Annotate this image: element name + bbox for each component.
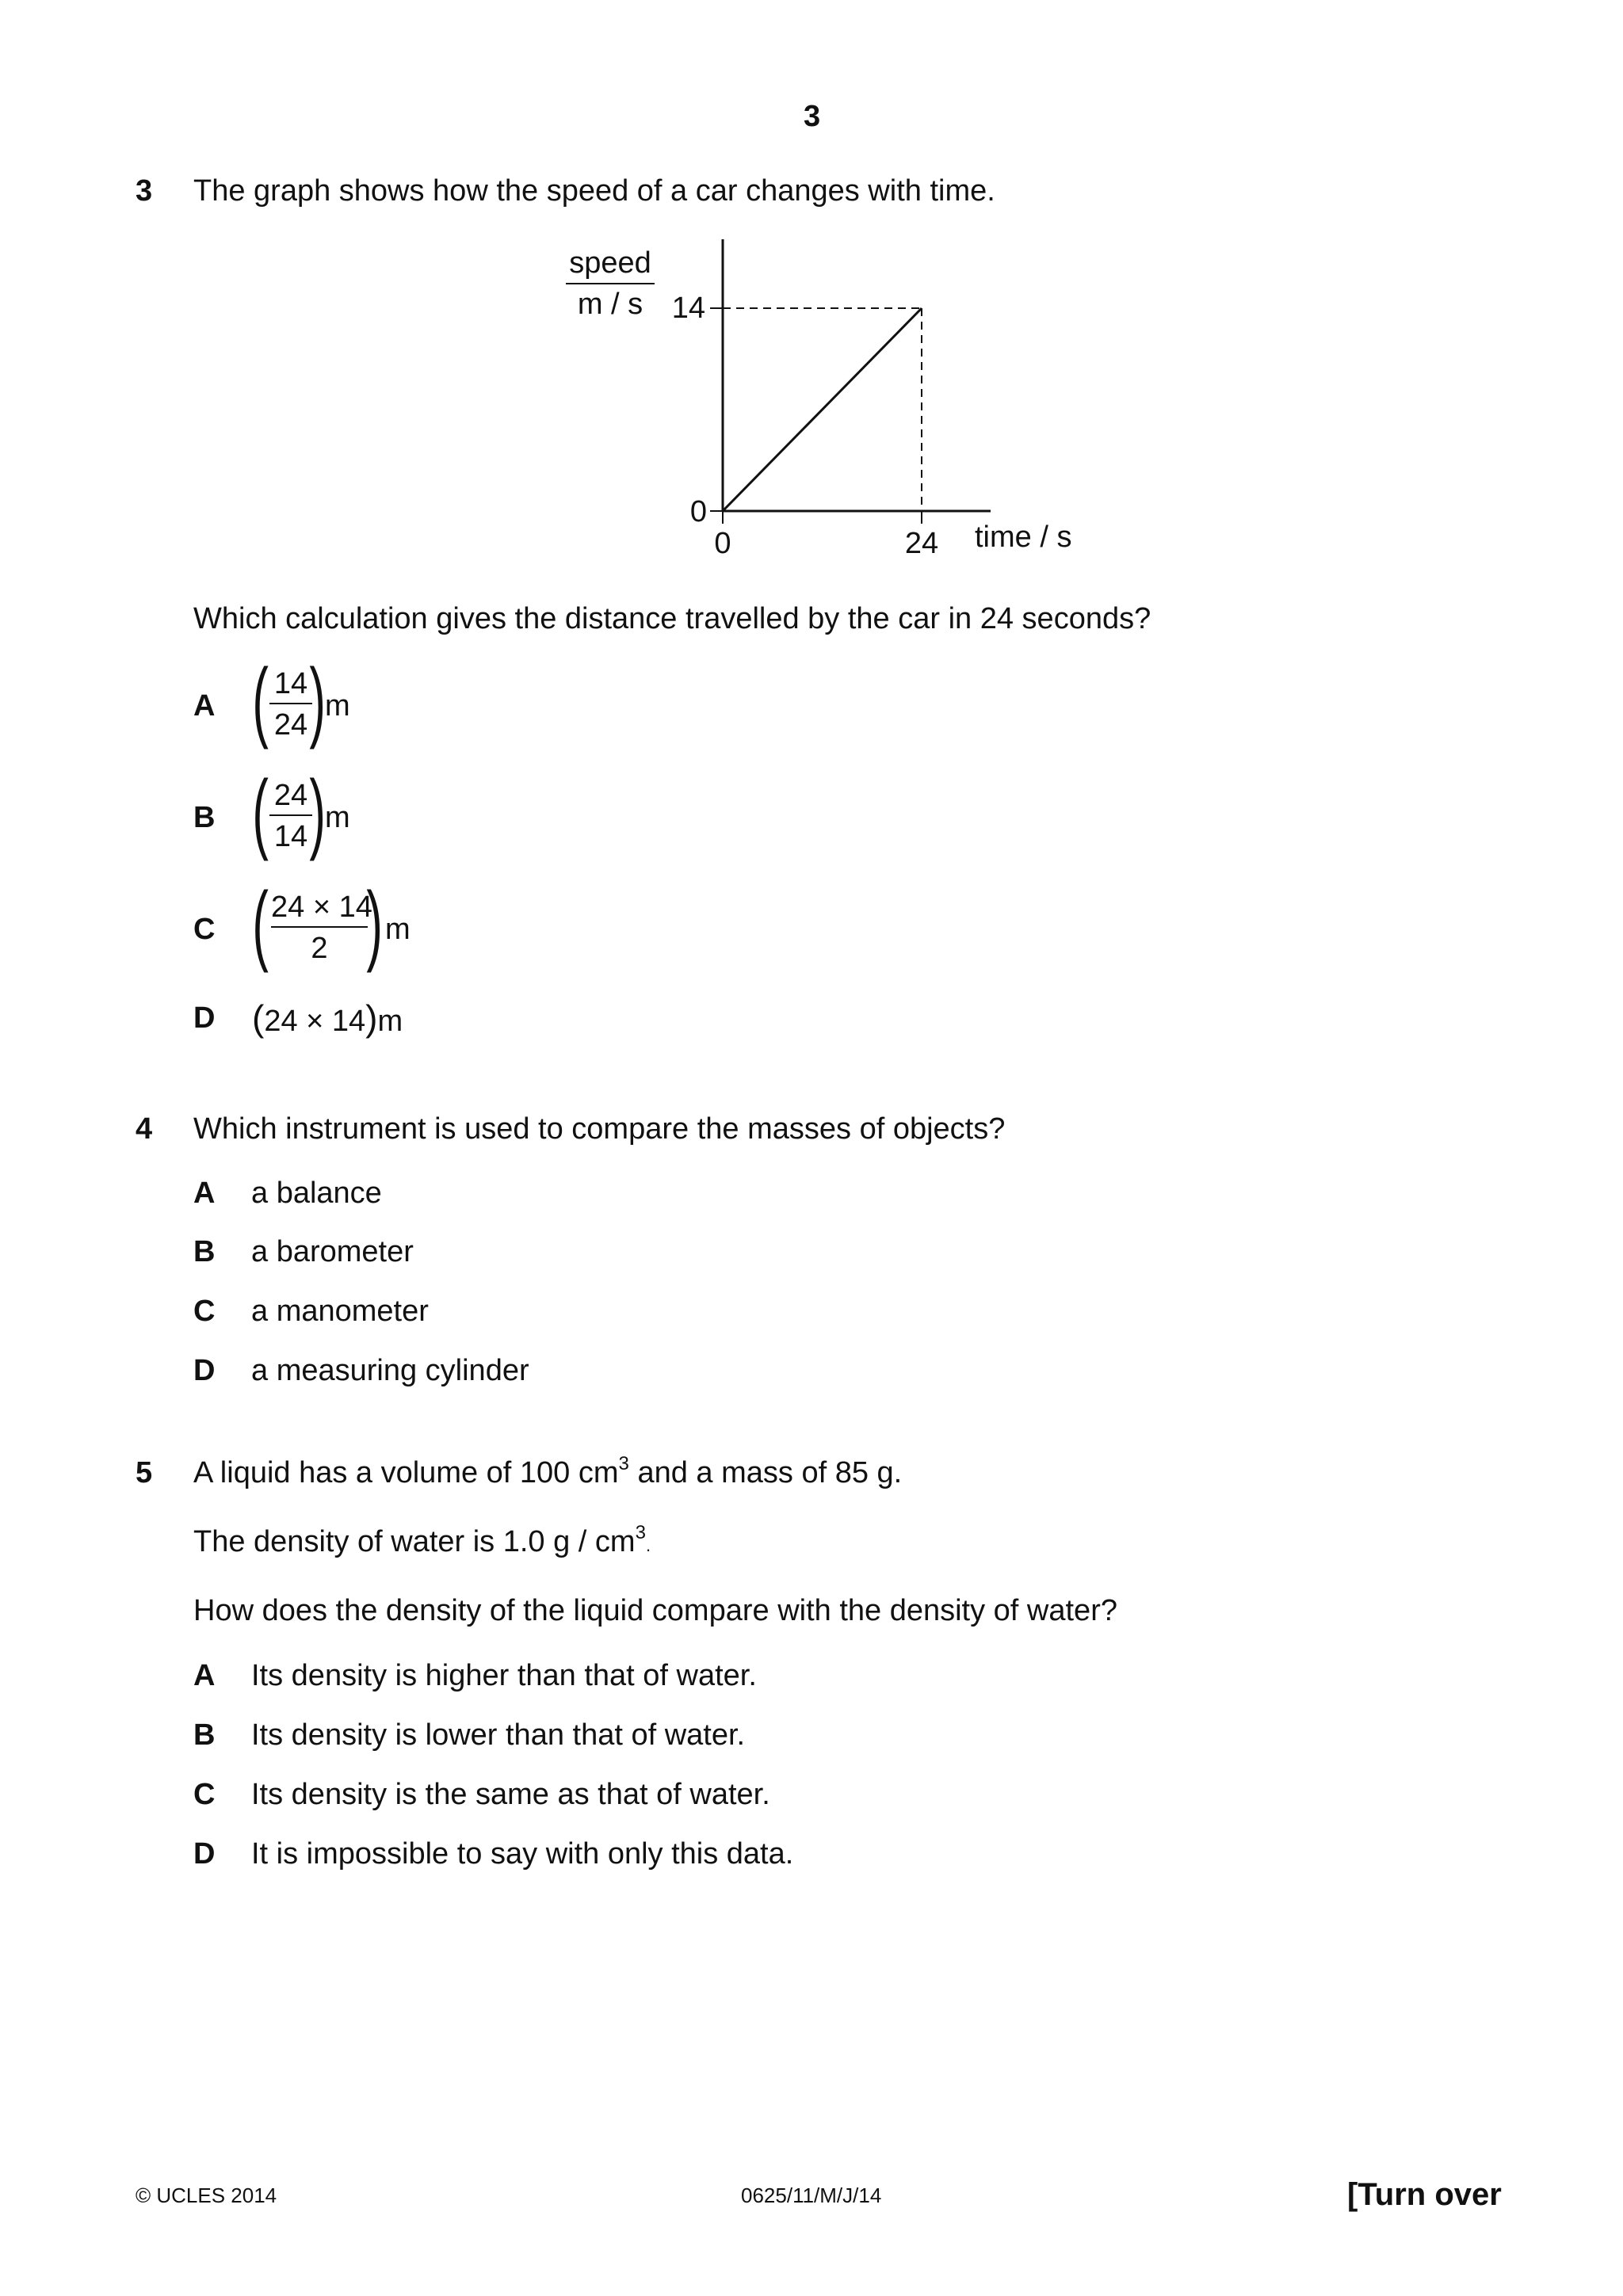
left-paren: ( — [252, 650, 269, 749]
unit: m — [325, 689, 350, 723]
fraction-bar — [269, 814, 312, 816]
speed-time-graph — [555, 230, 1078, 570]
left-paren: ( — [252, 762, 269, 861]
unit: m — [377, 1005, 403, 1038]
y-axis-label-bottom: m / s — [577, 288, 643, 321]
footer-paper-code: 0625/11/M/J/14 — [741, 2183, 882, 2207]
q5-option-b-letter: B — [193, 1718, 216, 1752]
x-tick-label-24: 24 — [904, 527, 939, 560]
q5-option-a-text: Its density is higher than that of water. — [251, 1659, 757, 1692]
q3-option-c-fraction — [252, 874, 426, 973]
speed-line — [723, 308, 922, 511]
question-3-text: The graph shows how the speed of a car changes with time. — [193, 174, 995, 208]
q5-option-d-text: It is impossible to say with only this data. — [251, 1837, 794, 1871]
q3-option-d-expression — [252, 997, 403, 1039]
q3-option-c-letter: C — [193, 913, 216, 946]
q3-option-b-fraction — [252, 762, 363, 861]
numerator: 24 × 14 — [271, 891, 372, 924]
left-paren: ( — [252, 874, 269, 973]
question-4-text: Which instrument is used to compare the masses of objects? — [193, 1112, 1006, 1146]
q4-option-d-letter: D — [193, 1354, 216, 1387]
q4-option-a-letter: A — [193, 1177, 216, 1210]
q4-option-d-text: a measuring cylinder — [251, 1354, 529, 1387]
q4-option-b-letter: B — [193, 1235, 216, 1268]
q5-option-a-letter: A — [193, 1659, 216, 1692]
question-5-line-2 — [193, 1522, 651, 1558]
y-tick-label-0: 0 — [689, 495, 707, 528]
right-paren: ) — [309, 650, 326, 749]
q3-option-a-fraction — [252, 650, 363, 749]
q5-option-d-letter: D — [193, 1837, 216, 1871]
denominator: 2 — [311, 932, 328, 965]
right-paren: ) — [366, 874, 383, 973]
q4-option-c-text: a manometer — [251, 1295, 429, 1328]
q5-option-c-text: Its density is the same as that of water. — [251, 1778, 770, 1811]
page-number: 3 — [804, 100, 821, 133]
y-axis-label-top: speed — [569, 246, 651, 280]
question-3-prompt: Which calculation gives the distance travelled by the car in 24 seconds? — [193, 602, 1151, 635]
unit: m — [325, 801, 350, 834]
x-axis-label: time / s — [975, 521, 1072, 554]
right-paren: ) — [309, 762, 326, 861]
fraction-bar — [271, 926, 368, 928]
fraction-bar — [269, 703, 312, 704]
q5-line1-post: and a mass of 85 g. — [628, 1456, 903, 1489]
q4-option-a-text: a balance — [251, 1177, 382, 1210]
question-5-prompt: How does the density of the liquid compare with the density of water? — [193, 1594, 1117, 1627]
denominator: 24 — [273, 708, 308, 742]
unit: m — [385, 913, 411, 946]
q5-line2-pre: The density of water is 1.0 g / cm — [193, 1525, 636, 1558]
q4-option-c-letter: C — [193, 1295, 216, 1328]
question-5-line-1 — [193, 1453, 903, 1489]
q5-line1-pre: A liquid has a volume of 100 cm — [193, 1456, 619, 1489]
footer-turn-over: [Turn over — [1347, 2177, 1502, 2212]
q3-option-d-letter: D — [193, 1001, 216, 1035]
left-paren: ( — [252, 997, 265, 1039]
y-tick-label-14: 14 — [671, 292, 705, 325]
q3-option-a-letter: A — [193, 689, 216, 723]
q5-line1-sup: 3 — [618, 1453, 629, 1474]
numerator: 24 — [273, 779, 308, 812]
q5-option-c-letter: C — [193, 1778, 216, 1811]
q5-line2-post: . — [645, 1535, 651, 1555]
question-4-number: 4 — [136, 1112, 153, 1146]
q5-option-b-text: Its density is lower than that of water. — [251, 1718, 746, 1752]
q4-option-b-text: a barometer — [251, 1235, 414, 1268]
footer-copyright: © UCLES 2014 — [136, 2183, 277, 2207]
expression: 24 × 14 — [264, 1005, 366, 1038]
x-tick-label-0: 0 — [714, 527, 731, 560]
question-5-number: 5 — [136, 1456, 153, 1489]
q5-line2-sup: 3 — [635, 1522, 646, 1543]
question-3-number: 3 — [136, 174, 153, 208]
right-paren: ) — [365, 997, 378, 1039]
denominator: 14 — [273, 820, 308, 853]
q3-option-b-letter: B — [193, 801, 216, 834]
numerator: 14 — [273, 667, 308, 700]
